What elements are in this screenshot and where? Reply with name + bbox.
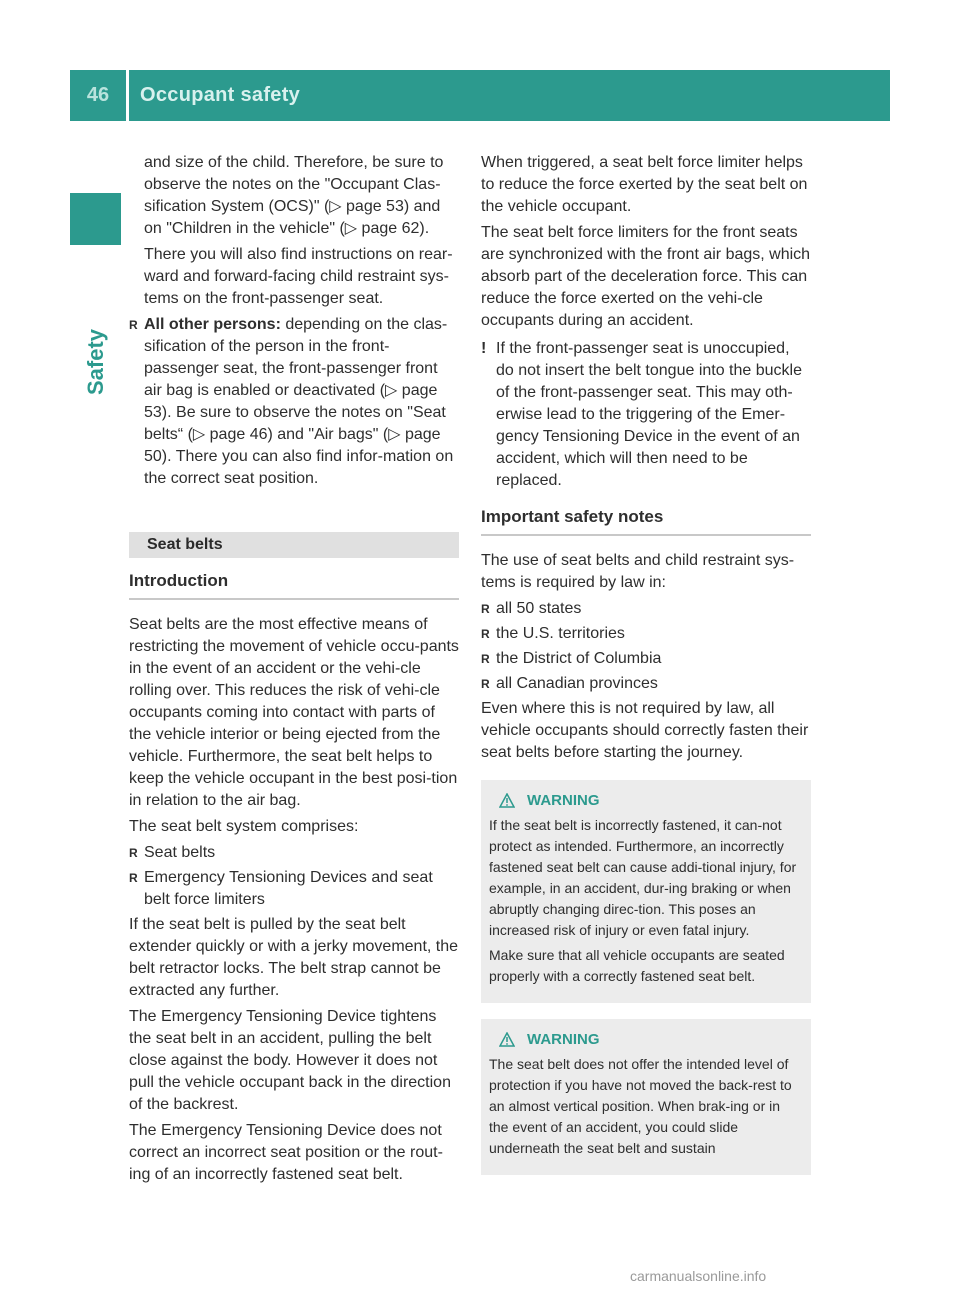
warning-triangle-icon [499, 1032, 515, 1047]
header-divider [126, 70, 129, 121]
notice-text: If the front-passenger seat is unoccupied, do not insert the belt tongue into the buckle of the front-passenger seat. This may oth-erwise lead to the triggering of the Emer-gency Tensioning Device in the event of an accident, which will then need to be replaced. [496, 340, 802, 489]
subheading-important-safety-notes: Important safety notes [481, 506, 811, 536]
paragraph: The Emergency Tensioning Device does not correct an incorrect seat position or the rout-ing of an incorrectly fastened seat belt. [129, 1122, 443, 1183]
warning-box-2 [481, 1019, 811, 1175]
right-column [481, 152, 811, 1191]
page-number: 46 [86, 84, 110, 106]
list-item-other-persons [129, 314, 459, 490]
exclamation-icon: ! [481, 340, 487, 357]
subheading-introduction: Introduction [129, 570, 459, 600]
paragraph: Seat belts are the most effective means of restricting the movement of vehicle occu-pants in the event of an accident or the vehi-cle rolling over. This reduces the risk of vehi-cle occupants coming into contact with parts of the vehicle interior or being ejected from the vehicle. Furthermore, the seat belt helps to keep the vehicle occupant in the best posi-tion in relation to the air bag. [129, 616, 459, 809]
list-item: R all Canadian provinces [481, 673, 811, 695]
warning-text: The seat belt does not offer the intended level of protection if you have not moved the back-rest to an almost vertical position. When brak-ing or in the event of an accident, you could slide underneath the seat belt and sustain [489, 1056, 792, 1156]
paragraph: Even where this is not required by law, all vehicle occupants should correctly fasten their seat belts before starting the journey. [481, 700, 809, 761]
section-marker [70, 193, 121, 245]
list-item: R Seat belts [129, 842, 459, 864]
notice [481, 338, 811, 492]
page-title: Occupant safety [140, 84, 301, 106]
warning-title: WARNING [489, 1029, 803, 1050]
paragraph: The seat belt force limiters for the front seats are synchronized with the front air bags, which absorb part of the deceleration force. This can reduce the force exerted on the vehi-cle occupants during an accident. [481, 224, 811, 329]
warning-box-1 [481, 780, 811, 1003]
list-item: R all 50 states [481, 598, 811, 620]
paragraph: The Emergency Tensioning Device tightens the seat belt in an accident, pulling the belt close against the body. However it does not pull the vehicle occupant back in the direction of the backrest. [129, 1008, 451, 1113]
paragraph: If the seat belt is pulled by the seat belt extender quickly or with a jerky movement, the belt retractor locks. The belt strap cannot be extracted any further. [129, 916, 459, 999]
paragraph: The seat belt system comprises: [129, 818, 359, 835]
section-label: Safety [83, 328, 108, 396]
list-item: R the U.S. territories [481, 623, 811, 645]
paragraph: The use of seat belts and child restraint sys-tems is required by law in: [481, 552, 795, 591]
warning-title: WARNING [489, 790, 803, 811]
list-item: R the District of Columbia [481, 648, 811, 670]
left-column [129, 152, 459, 1190]
bullet-bold-label: All other persons: [144, 316, 281, 333]
section-heading-seat-belts: Seat belts [129, 532, 459, 558]
list-item: R Emergency Tensioning Devices and seat belt force limiters [129, 867, 459, 911]
intro-paragraph-2: There you will also find instructions on rear-ward and forward-facing child restraint sys-tems on the front-passenger seat. [144, 246, 453, 307]
paragraph: When triggered, a seat belt force limiter helps to reduce the force exerted by the seat belt on the vehicle occupant. [481, 154, 808, 215]
intro-paragraph-1: and size of the child. Therefore, be sure to observe the notes on the "Occupant Clas-sification System (OCS)" (▷ page 53) and on "Children in the vehicle" (▷ page 62). [144, 154, 444, 237]
warning-triangle-icon [499, 793, 515, 808]
warning-text: Make sure that all vehicle occupants are seated properly with a correctly fastened seat belt. [489, 947, 785, 984]
watermark: carmanualsonline.info [630, 1268, 767, 1284]
warning-text: If the seat belt is incorrectly fastened, it can-not protect as intended. Furthermore, an incorrectly fastened seat belt can cause addi-tional injury, for example, in an accident, dur-ing braking or when abruptly changing direc-tion. This poses an increased risk of injury or even fatal injury. [489, 817, 797, 938]
bullet-text: depending on the clas-sification of the person in the front-passenger seat, the front-passenger front air bag is enabled or deactivated (▷ page 53). Be sure to observe the notes on "Seat belts“ (▷ page 46) and "Air bags" (▷ page 50). There you can also find infor-mation on the correct seat position. [144, 316, 454, 487]
